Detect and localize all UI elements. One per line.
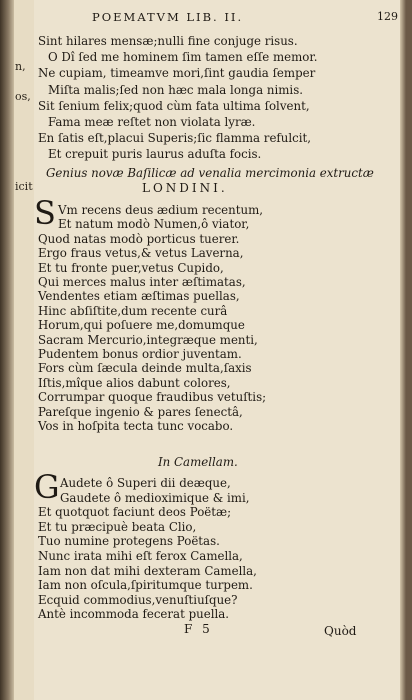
poem2-line: Vm recens deus ædium recentum, <box>58 203 264 217</box>
poem1-line: Sit ſenium felix;quod cùm fata ultima ſolvent, <box>38 98 310 113</box>
poem2-line: Et tu fronte puer,vetus Cupido, <box>38 260 224 275</box>
facing-page-fragment: os, <box>15 90 31 103</box>
poem3-line: Tuo numine protegens Poëtas. <box>38 534 220 549</box>
poem2-line: Hinc abſiſtite,dum recente curâ <box>38 303 228 318</box>
poem3-line: Ecquid commodius,venuſtiuſque? <box>38 592 238 607</box>
poem3-line: Audete ô Superi dii deæque, <box>60 476 231 490</box>
poem2-line: Vos in hoſpita tecta tunc vocabo. <box>38 419 234 433</box>
facing-page-fragment: n, <box>15 60 26 73</box>
running-header <box>92 10 398 24</box>
poem2-line: Corrumpar quoque fraudibus vetuſtis; <box>38 390 267 405</box>
poem3-line: Nunc irata mihi eſt ferox Camella, <box>38 549 243 563</box>
book-spine <box>0 0 14 700</box>
poem2-line: Iſtis,mîque alios dabunt colores, <box>38 375 231 390</box>
running-title: POEMATVM LIB. II. <box>92 10 244 24</box>
poem3-line: Antè incommoda fecerat puella. <box>38 607 230 622</box>
poem2-line: Quod natas modò porticus tuerer. <box>38 231 240 246</box>
poem2-line: Sacram Mercurio,integræque menti, <box>38 332 258 347</box>
facing-page-fragment: icit <box>15 180 33 193</box>
poem3-title: In Camellam. <box>158 455 238 469</box>
poem1-line: O Dî ſed me hominem ſim tamen eſſe memor. <box>48 50 318 65</box>
poem3-line: Et quotquot faciunt deos Poëtæ; <box>38 505 232 520</box>
poem2-title: Genius novæ Baſilicæ ad venalia mercimonia extructæ <box>46 166 374 180</box>
catchword: Quòd <box>324 624 357 638</box>
poem1-line: En ſatis eſt,placui Superis;ſic flamma refulcit, <box>38 131 312 146</box>
signature-mark: F 5 <box>184 622 213 636</box>
poem1-line: Ne cupiam, timeamve mori,ſint gaudia ſemper <box>38 66 316 81</box>
poem2-line: Pareſque ingenio & pares ſenectâ, <box>38 404 243 419</box>
poem1-line: Sint hilares mensæ;nulli fine conjuge risus. <box>38 34 298 48</box>
page-number: 129 <box>377 10 398 23</box>
poem2-subtitle: LONDINI. <box>142 181 228 195</box>
poem2-line: Et natum modò Numen,ô viator, <box>58 217 250 232</box>
poem3-line: Iam non oſcula,ſpiritumque turpem. <box>38 578 253 593</box>
poem3-line: Et tu præcipuè beata Clio, <box>38 519 197 534</box>
poem2-line: Pudentem bonus ordior juventam. <box>38 347 242 361</box>
poem1-line: Miſta malis;ſed non hæc mala longa nimis. <box>48 82 303 97</box>
poem2-line: Fors cùm ſæcula deinde multa,ſaxis <box>38 361 252 376</box>
poem3-dropcap: G <box>34 468 60 506</box>
poem3-line: Iam non dat mihi dexteram Camella, <box>38 563 257 578</box>
page-edge-shadow <box>400 0 406 700</box>
poem3-line: Gaudete ô medioximique & imi, <box>60 490 250 505</box>
poem1-line: Fama meæ reſtet non violata lyræ. <box>48 115 256 129</box>
poem2-line: Qui merces malus inter æſtimatas, <box>38 275 246 289</box>
poem2-line: Horum,qui poſuere me,domumque <box>38 318 245 333</box>
poem1-line: Et crepuit puris laurus aduſta focis. <box>48 147 262 162</box>
poem2-line: Ergo fraus vetus,& vetus Laverna, <box>38 246 244 261</box>
facing-page-edge <box>14 0 35 700</box>
poem2-dropcap: S <box>34 194 56 232</box>
poem2-line: Vendentes etiam æſtimas puellas, <box>38 289 240 304</box>
book-page <box>34 0 406 700</box>
